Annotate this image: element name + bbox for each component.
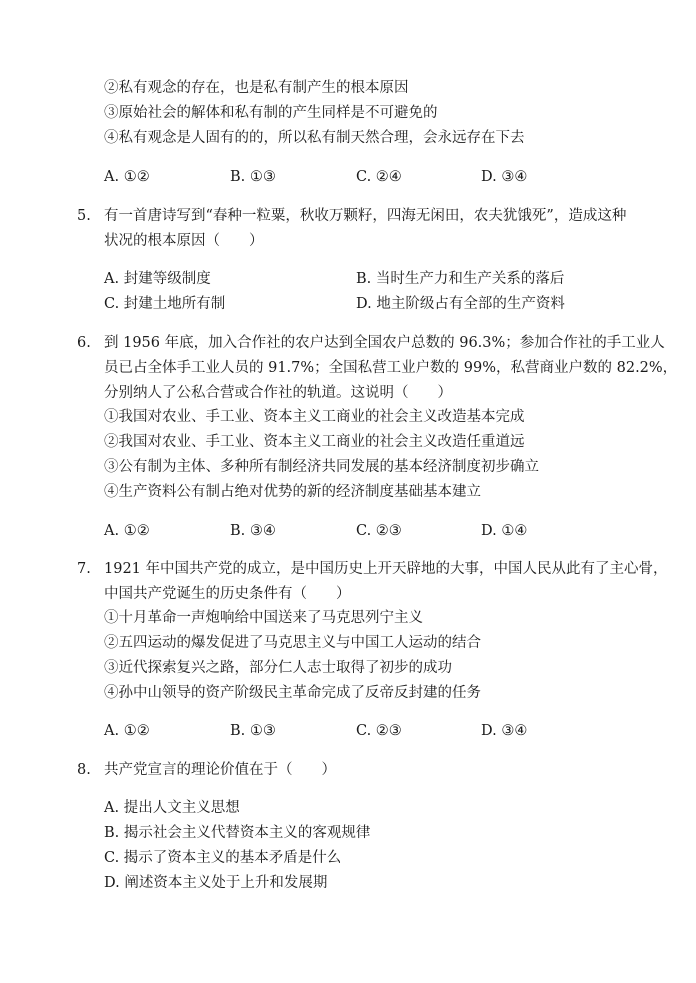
q7-option-c: C. ②③ [356,723,402,739]
q7-statement-4: ④孙中山领导的资产阶级民主革命完成了反帝反封建的任务 [104,685,481,701]
q7-option-d: D. ③④ [481,723,528,739]
q7-number: 7. [77,561,91,577]
q8-option-d: D. 阐述资本主义处于上升和发展期 [104,875,328,891]
q6-statement-3: ③公有制为主体、多种所有制经济共同发展的基本经济制度初步确立 [104,459,539,475]
q6-statement-4: ④生产资料公有制占绝对优势的新的经济制度基础基本建立 [104,484,481,500]
q7-statement-2: ②五四运动的爆发促进了马克思主义与中国工人运动的结合 [104,635,481,651]
q6-option-a: A. ①② [104,523,150,539]
q7-option-a: A. ①② [104,723,150,739]
q8-number: 8. [77,762,91,778]
q7-statement-1: ①十月革命一声炮响给中国送来了马克思列宁主义 [104,610,423,626]
q6-option-c: C. ②③ [356,523,402,539]
q7-stem-line-2: 中国共产党诞生的历史条件有（ ） [104,586,351,602]
q6-stem-line-1: 到 1956 年底，加入合作社的农户达到全国农户总数的 96.3%；参加合作社的手工业人 [104,335,665,351]
q6-stem-line-2: 员已占全体手工业人员的 91.7%；全国私营工业户数的 99%，私营商业户数的 82.2%， [104,360,678,376]
q7-stem-line-1: 1921 年中国共产党的成立，是中国历史上开天辟地的大事，中国人民从此有了主心骨， [104,561,668,577]
q4-option-b: B. ①③ [230,169,276,185]
q5-stem-line-2: 状况的根本原因（ ） [104,233,264,249]
q6-statement-2: ②我国对农业、手工业、资本主义工商业的社会主义改造任重道远 [104,434,525,450]
q5-option-b: B. 当时生产力和生产关系的落后 [356,271,565,287]
q5-option-a: A. 封建等级制度 [104,271,211,287]
q7-option-b: B. ①③ [230,723,276,739]
q4-option-d: D. ③④ [481,169,528,185]
q5-option-d: D. 地主阶级占有全部的生产资料 [356,296,565,312]
q8-option-c: C. 揭示了资本主义的基本矛盾是什么 [104,850,342,866]
q6-statement-1: ①我国对农业、手工业、资本主义工商业的社会主义改造基本完成 [104,409,525,425]
q4-option-a: A. ①② [104,169,150,185]
q5-stem-line-1: 有一首唐诗写到“春种一粒粟，秋收万颗籽，四海无闲田，农夫犹饿死”，造成这种 [104,208,627,224]
q4-option-c: C. ②④ [356,169,402,185]
q6-option-b: B. ③④ [230,523,276,539]
q7-statement-3: ③近代探索复兴之路，部分仁人志士取得了初步的成功 [104,660,452,676]
q5-option-c: C. 封建土地所有制 [104,296,226,312]
q8-stem-line-1: 共产党宣言的理论价值在于（ ） [104,762,336,778]
q6-number: 6. [77,335,91,351]
q6-stem-line-3: 分别纳人了公私合营或合作社的轨道。这说明（ ） [104,385,452,401]
q8-option-b: B. 揭示社会主义代替资本主义的客观规律 [104,825,371,841]
q4-statement-3: ③原始社会的解体和私有制的产生同样是不可避免的 [104,105,438,121]
q4-statement-4: ④私有观念是人固有的的，所以私有制天然合理，会永远存在下去 [104,130,525,146]
q4-statement-2: ②私有观念的存在，也是私有制产生的根本原因 [104,80,409,96]
q8-option-a: A. 提出人文主义思想 [104,800,240,816]
q6-option-d: D. ①④ [481,523,528,539]
q5-number: 5. [77,208,91,224]
